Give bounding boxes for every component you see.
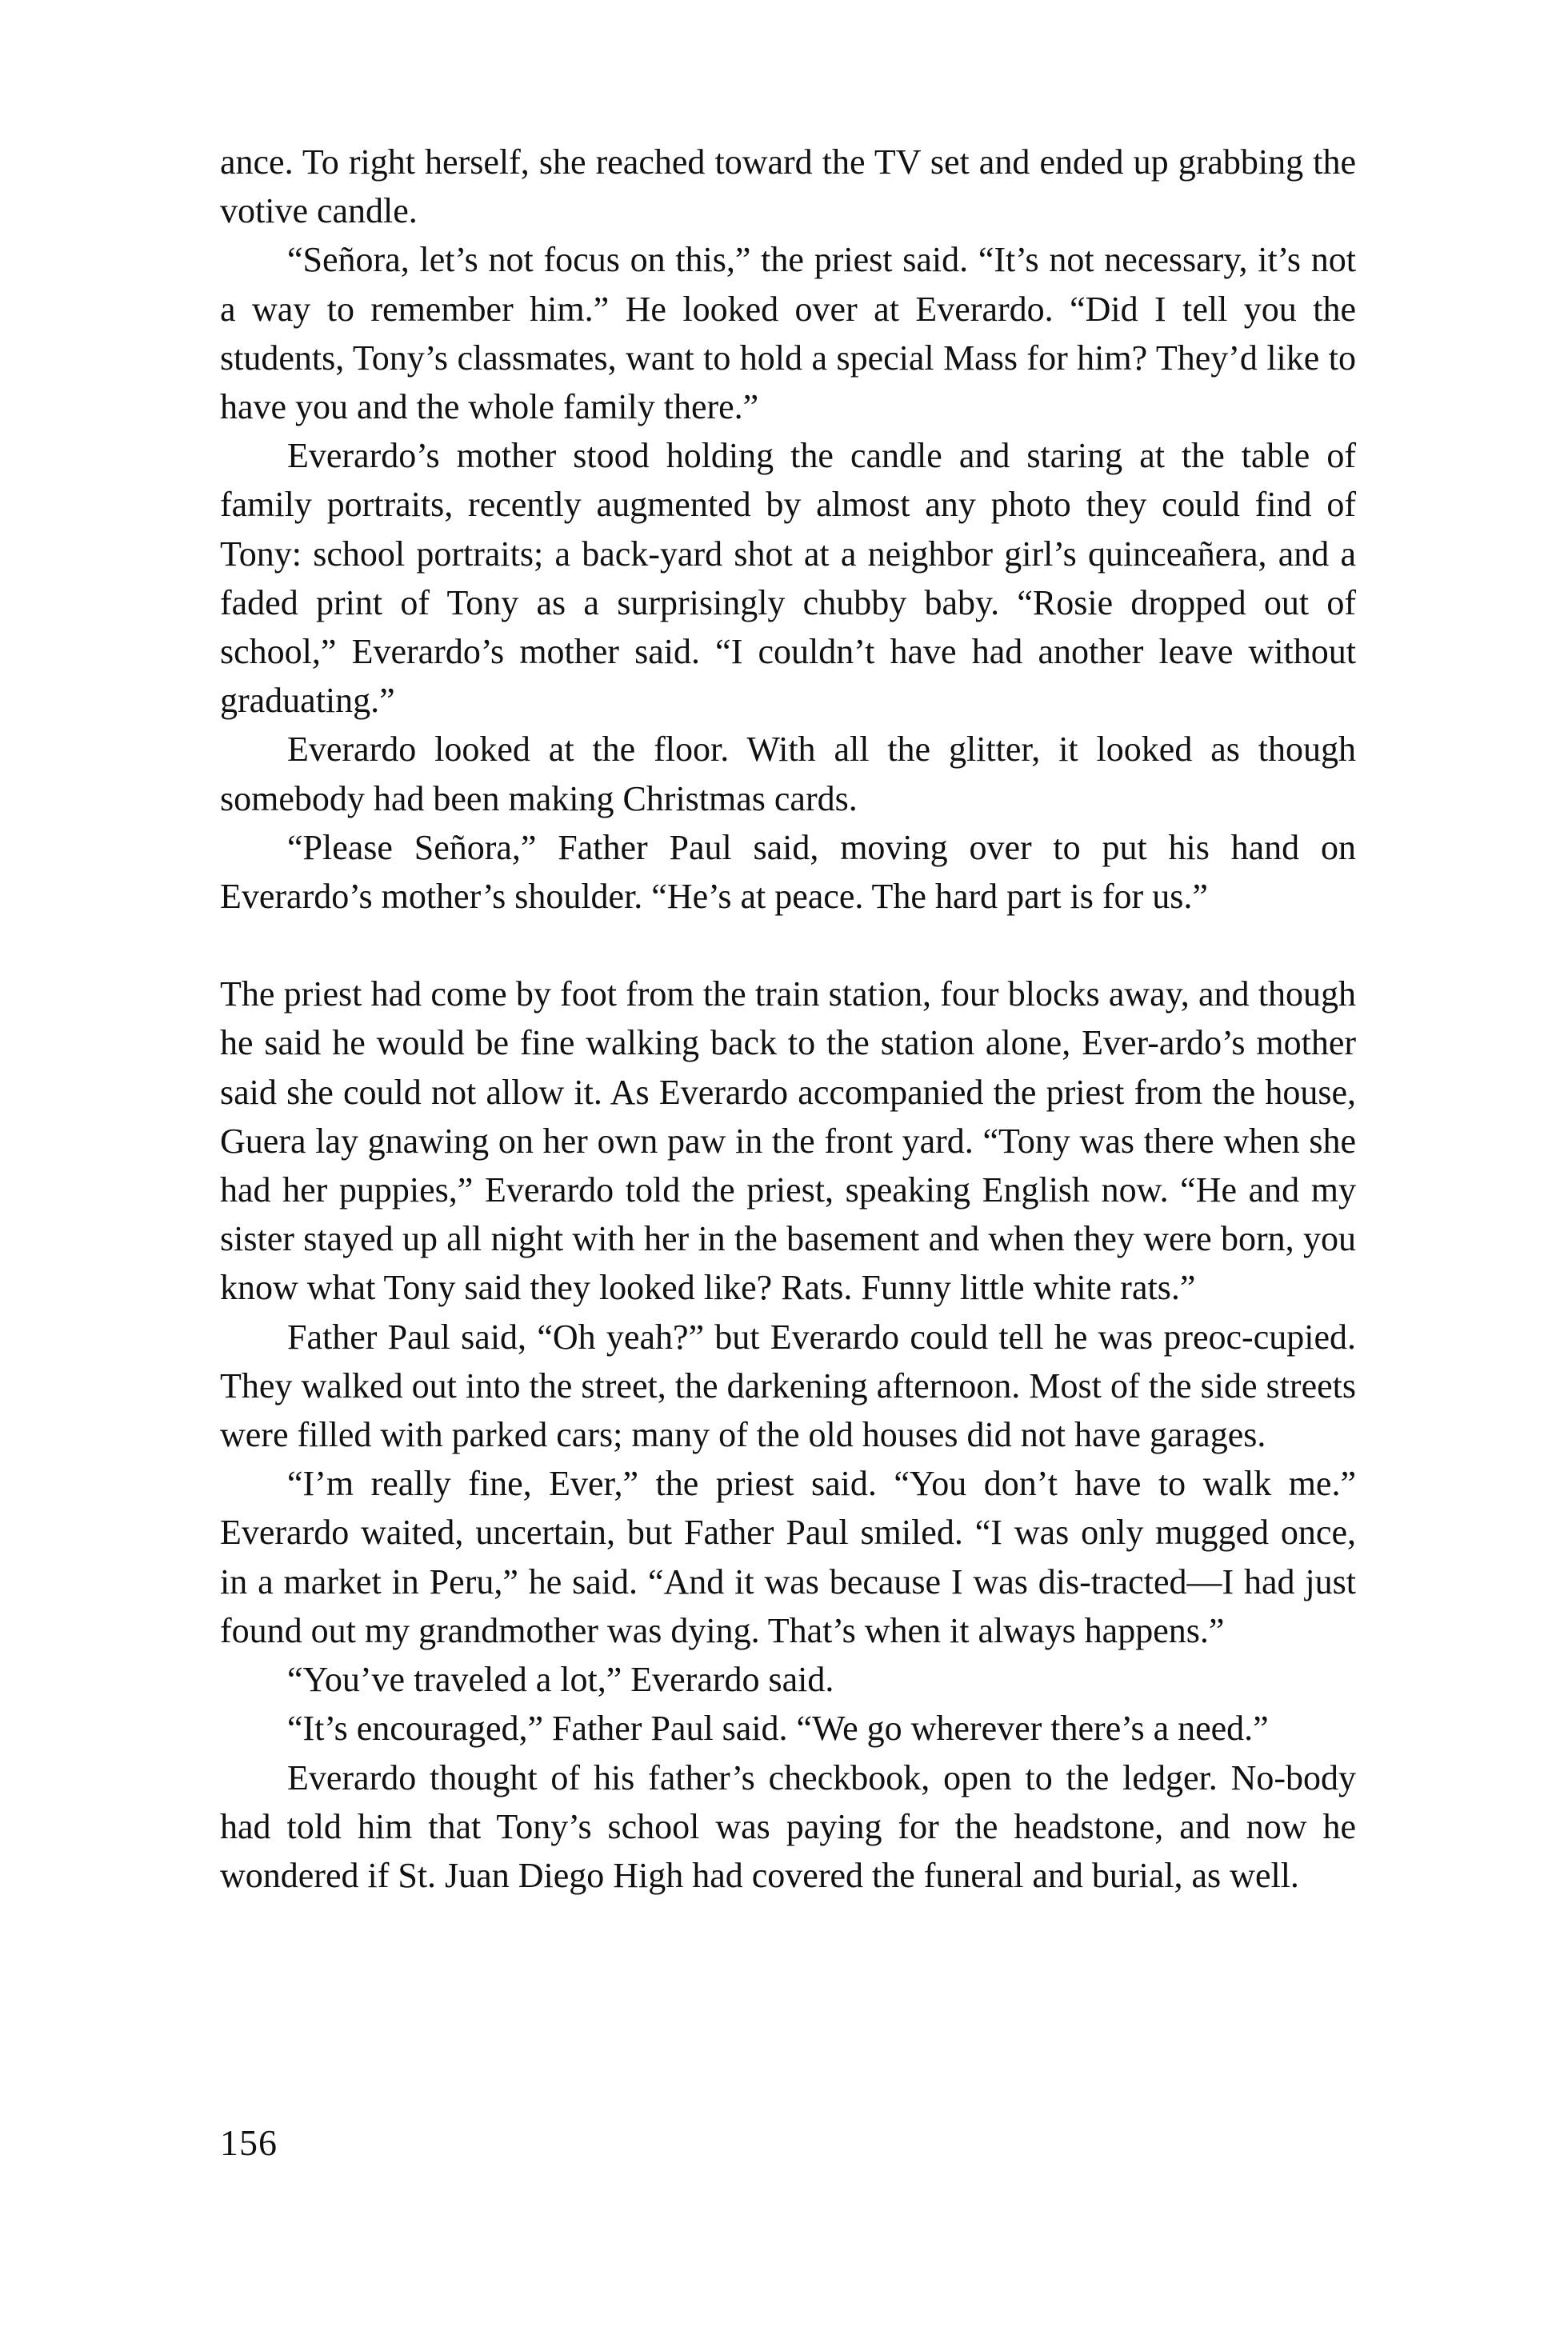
paragraph: Everardo’s mother stood holding the candle and staring at the table of family portraits, recently augmented by almost any photo they could find of Tony: school portraits; a back-yard shot at a neighbor girl’s quinceañera, and a faded print of Tony as a surprisingly chubby baby. “Rosie dropped out of school,” Everardo’s mother said. “I couldn’t have had another leave without graduating.”: [220, 436, 1356, 721]
paragraph-continued: ance. To right herself, she reached toward the TV set and ended up grabbing the votive candle.: [220, 142, 1356, 231]
paragraph: “I’m really fine, Ever,” the priest said. “You don’t have to walk me.” Everardo waited, uncertain, but Father Paul smiled. “I was only mugged once, in a market in Peru,” he said. “And it was because I was dis-tracted—I had just found out my grandmother was dying. That’s when it always happens.”: [220, 1464, 1356, 1650]
paragraph: “Please Señora,” Father Paul said, moving over to put his hand on Everardo’s mother’s shoulder. “He’s at peace. The hard part is for us.”: [220, 827, 1356, 917]
body-text: [220, 138, 1356, 1900]
paragraph: “Señora, let’s not focus on this,” the priest said. “It’s not necessary, it’s not a way to remember him.” He looked over at Everardo. “Did I tell you the students, Tony’s classmates, want to hold a special Mass for him? They’d like to have you and the whole family there.”: [220, 240, 1356, 427]
paragraph: “It’s encouraged,” Father Paul said. “We go wherever there’s a need.”: [287, 1709, 1269, 1749]
paragraph-section-start: The priest had come by foot from the train station, four blocks away, and though he said he would be fine walking back to the station alone, Ever-ardo’s mother said she could not allow it. As Everardo accompanied the priest from the house, Guera lay gnawing on her own paw in the front yard. “Tony was there when she had her puppies,” Everardo told the priest, speaking English now. “He and my sister stayed up all night with her in the basement and when they were born, you know what Tony said they looked like? Rats. Funny little white rats.”: [220, 974, 1356, 1308]
paragraph: Father Paul said, “Oh yeah?” but Everardo could tell he was preoc-cupied. They walked out into the street, the darkening afternoon. Most of the side streets were filled with parked cars; many of the old houses did not have garages.: [220, 1317, 1356, 1455]
page-number: 156: [220, 2122, 278, 2163]
paragraph: Everardo thought of his father’s checkbook, open to the ledger. No-body had told him that Tony’s school was paying for the headstone, and now he wondered if St. Juan Diego High had covered the funeral and burial, as well.: [220, 1757, 1356, 1895]
paragraph: Everardo looked at the floor. With all the glitter, it looked as though somebody had been making Christmas cards.: [220, 730, 1356, 818]
paragraph: “You’ve traveled a lot,” Everardo said.: [287, 1660, 834, 1700]
